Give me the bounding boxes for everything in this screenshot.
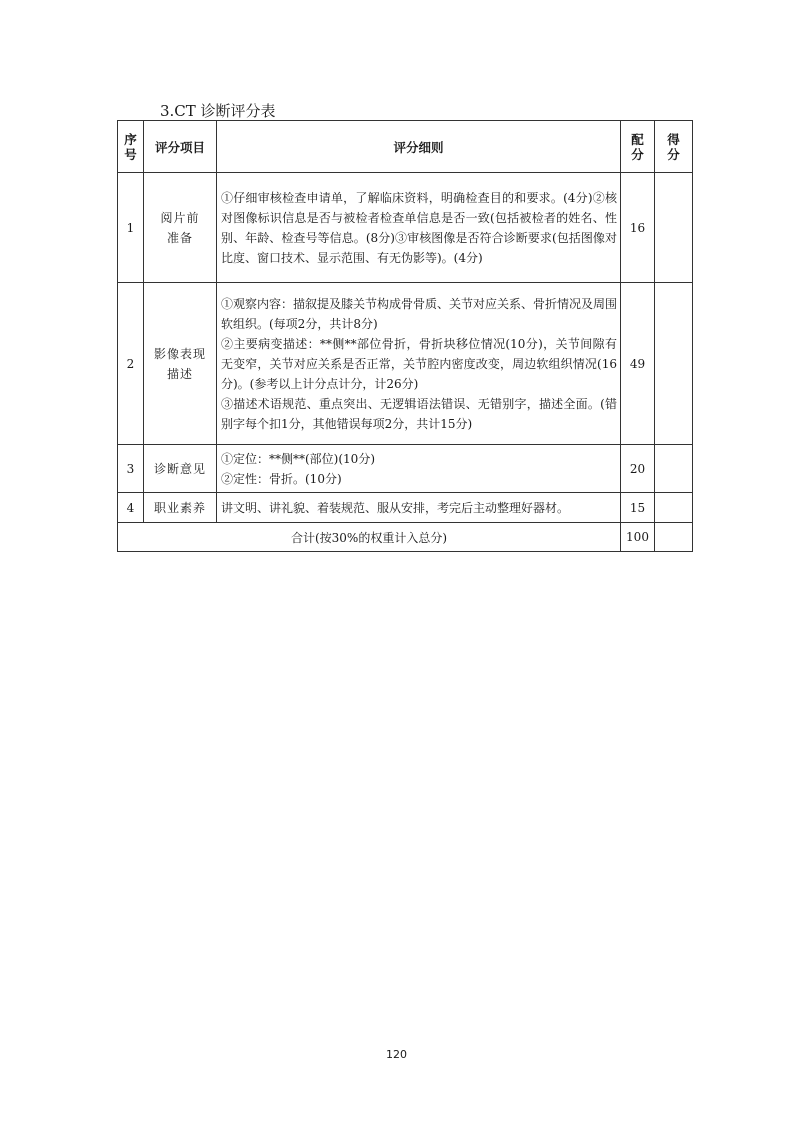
table-row bbox=[118, 493, 693, 523]
header-score-line2: 分 bbox=[631, 146, 644, 162]
row-detail bbox=[217, 445, 621, 493]
row-detail bbox=[217, 493, 621, 523]
row-got bbox=[655, 445, 693, 493]
row-item-line2: 描述 bbox=[166, 366, 193, 381]
table-row bbox=[118, 173, 693, 283]
header-score-line1: 配 bbox=[631, 131, 644, 147]
row-index: 3 bbox=[118, 445, 144, 493]
detail-text: ③描述术语规范、重点突出、无逻辑语法错误、无错别字，描述全面。(错别字每个扣1分，其他错误每项2分，共计15分) bbox=[221, 396, 617, 431]
row-item bbox=[144, 493, 217, 523]
row-score: 20 bbox=[621, 445, 655, 493]
table-row bbox=[118, 283, 693, 445]
page-number: 120 bbox=[386, 1048, 407, 1061]
row-index: 2 bbox=[118, 283, 144, 445]
row-detail bbox=[217, 283, 621, 445]
header-score bbox=[621, 121, 655, 173]
row-item bbox=[144, 173, 217, 283]
header-index-line2: 号 bbox=[124, 146, 137, 162]
row-got bbox=[655, 283, 693, 445]
detail-text: 讲文明、讲礼貌、着装规范、服从安排，考完后主动整理好器材。 bbox=[221, 500, 570, 515]
row-score: 16 bbox=[621, 173, 655, 283]
header-row bbox=[118, 121, 693, 173]
row-detail bbox=[217, 173, 621, 283]
total-score: 100 bbox=[621, 523, 655, 552]
row-item bbox=[144, 283, 217, 445]
header-index-line1: 序 bbox=[124, 131, 137, 147]
document-title: 3.CT 诊断评分表 bbox=[160, 102, 276, 120]
row-item-line2: 准备 bbox=[166, 230, 193, 245]
header-index bbox=[118, 121, 144, 173]
row-item-line1: 诊断意见 bbox=[153, 461, 206, 476]
ct-scoring-table bbox=[117, 120, 693, 552]
total-label: 合计(按30%的权重计入总分) bbox=[118, 523, 621, 552]
row-item-line1: 职业素养 bbox=[153, 500, 206, 515]
total-got bbox=[655, 523, 693, 552]
row-score: 49 bbox=[621, 283, 655, 445]
row-item-line1: 阅片前 bbox=[160, 210, 200, 225]
header-got-line1: 得 bbox=[667, 131, 680, 147]
row-index: 1 bbox=[118, 173, 144, 283]
detail-text: ①定位：**侧**(部位)(10分) bbox=[221, 451, 375, 466]
header-got-line2: 分 bbox=[667, 146, 680, 162]
row-got bbox=[655, 493, 693, 523]
detail-text: ②定性：骨折。(10分) bbox=[221, 471, 342, 486]
detail-text: ①观察内容：描叙提及膝关节构成骨骨质、关节对应关系、骨折情况及周围软组织。(每项2分，共计8分) bbox=[221, 296, 618, 331]
detail-text: ①仔细审核检查申请单，了解临床资料，明确检查目的和要求。(4分)②核对图像标识信息是否与被检者检查单信息是否一致(包括被检者的姓名、性别、年龄、检查号等信息。(8分)③审核图像是否符合诊断要求(包括图像对比度、窗口技术、显示范围、有无伪影等)。(4分) bbox=[221, 190, 617, 265]
detail-text: ②主要病变描述：**侧**部位骨折，骨折块移位情况(10分)，关节间隙有无变窄，关节对应关系是否正常，关节腔内密度改变，周边软组织情况(16分)。(参考以上计分点计分，计26分) bbox=[221, 336, 617, 391]
row-index: 4 bbox=[118, 493, 144, 523]
row-item bbox=[144, 445, 217, 493]
row-score: 15 bbox=[621, 493, 655, 523]
header-got bbox=[655, 121, 693, 173]
header-item: 评分项目 bbox=[144, 121, 217, 173]
table-row bbox=[118, 445, 693, 493]
row-item-line1: 影像表现 bbox=[153, 346, 206, 361]
row-got bbox=[655, 173, 693, 283]
header-detail: 评分细则 bbox=[217, 121, 621, 173]
total-row bbox=[118, 523, 693, 552]
